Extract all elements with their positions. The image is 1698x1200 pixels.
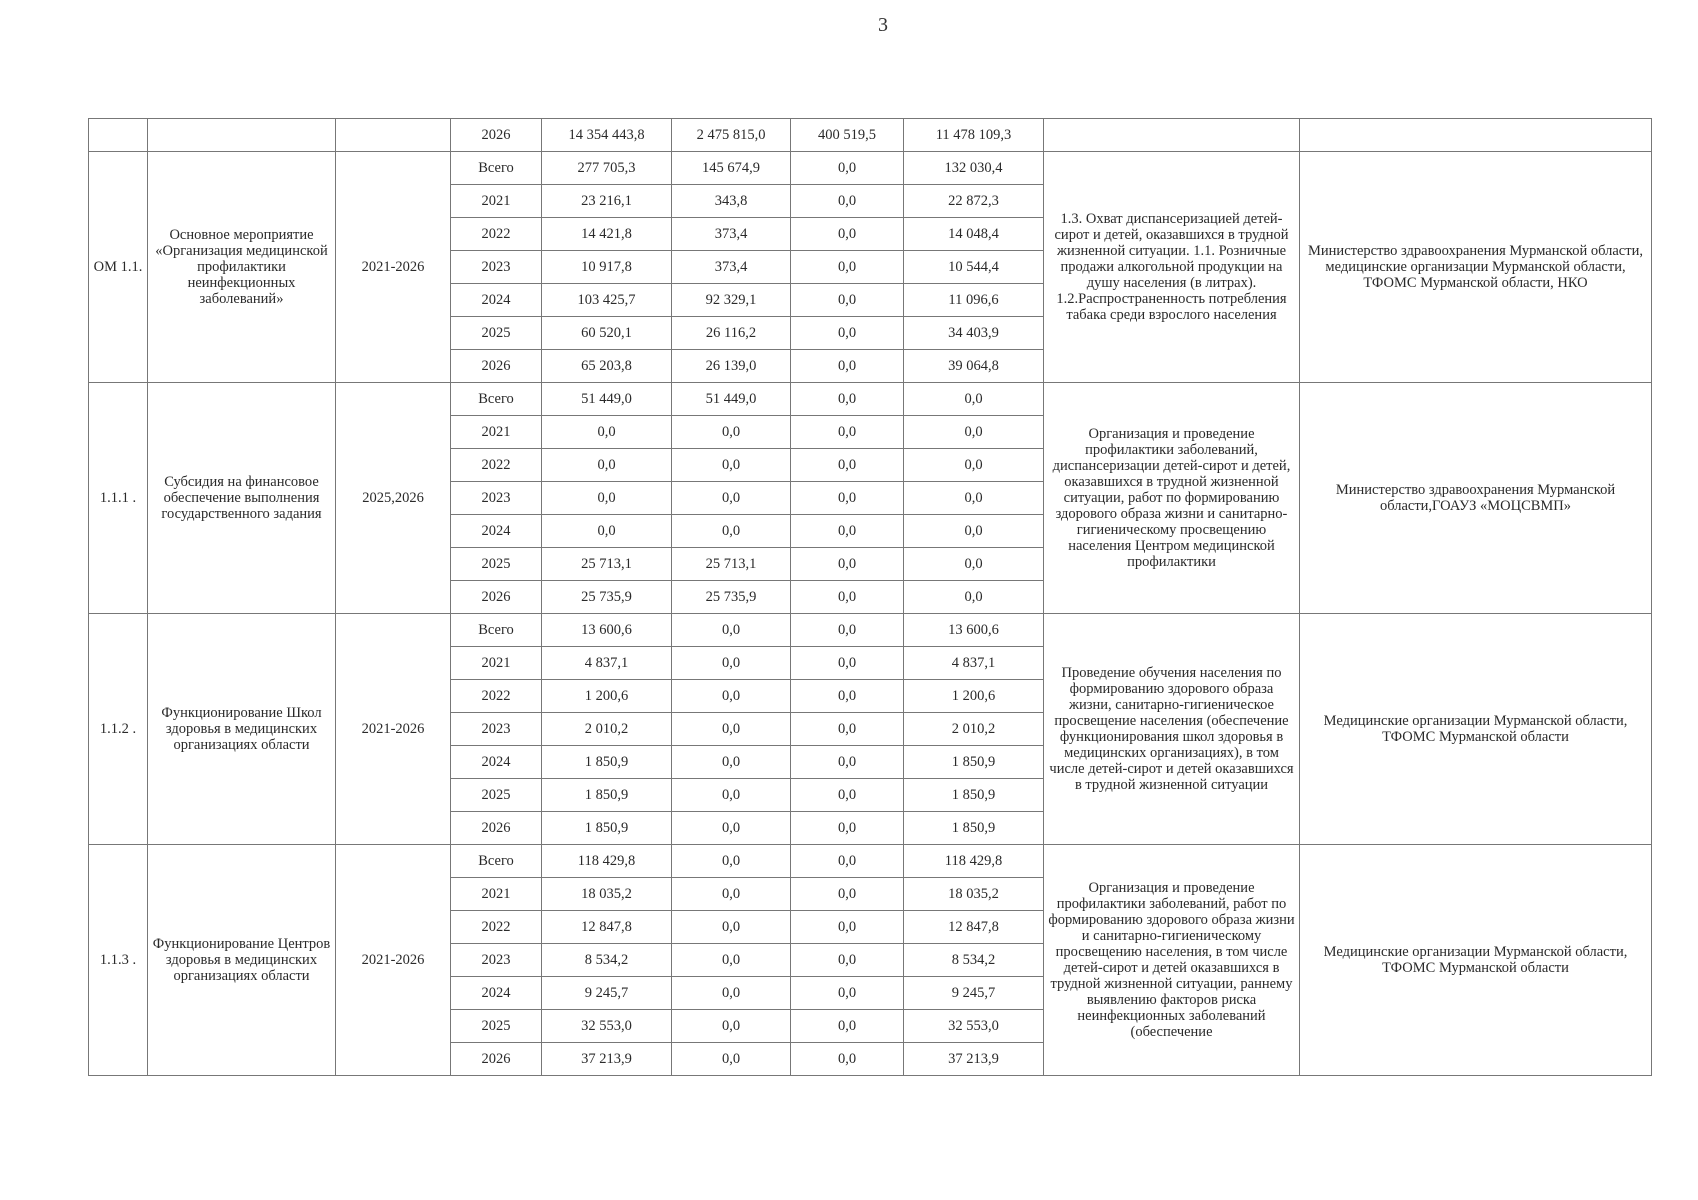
year-cell: 2024: [451, 746, 542, 779]
value-regional-cell: 51 449,0: [672, 383, 791, 416]
value-total-cell: 8 534,2: [542, 944, 672, 977]
value-regional-cell: 0,0: [672, 1010, 791, 1043]
value-total-cell: 277 705,3: [542, 152, 672, 185]
value-other-cell: 22 872,3: [904, 185, 1044, 218]
value-total-cell: 23 216,1: [542, 185, 672, 218]
year-cell: Всего: [451, 383, 542, 416]
value-federal-cell: 0,0: [791, 350, 904, 383]
value-total-cell: 13 600,6: [542, 614, 672, 647]
expected-result-cell: Проведение обучения населения по формированию здорового образа жизни, санитарно-гигиеническое просвещение населения (обеспечение функционирования школ здоровья в медицинских организациях), в том числе детей-сирот и детей оказавшихся в трудной жизненной ситуации: [1044, 614, 1300, 845]
value-total-cell: 65 203,8: [542, 350, 672, 383]
item-number-cell: ОМ 1.1.: [89, 152, 148, 383]
value-federal-cell: 0,0: [791, 1010, 904, 1043]
value-federal-cell: 0,0: [791, 779, 904, 812]
value-regional-cell: 0,0: [672, 977, 791, 1010]
value-other-cell: 0,0: [904, 383, 1044, 416]
page-number: 3: [878, 14, 888, 36]
value-other-cell: 0,0: [904, 581, 1044, 614]
value-regional-cell: 0,0: [672, 680, 791, 713]
value-total-cell: 0,0: [542, 416, 672, 449]
period-cell: 2025,2026: [336, 383, 451, 614]
value-other-cell: 10 544,4: [904, 251, 1044, 284]
value-regional-cell: 0,0: [672, 614, 791, 647]
value-other-cell: 1 850,9: [904, 812, 1044, 845]
value-regional-cell: 0,0: [672, 746, 791, 779]
table-row: [89, 383, 1652, 416]
year-cell: 2022: [451, 218, 542, 251]
value-total-cell: 10 917,8: [542, 251, 672, 284]
table-row: [89, 119, 1652, 152]
value-federal-cell: 0,0: [791, 746, 904, 779]
year-cell: Всего: [451, 845, 542, 878]
value-total-cell: 60 520,1: [542, 317, 672, 350]
executors-cell: Министерство здравоохранения Мурманской области,ГОАУЗ «МОЦСВМП»: [1300, 383, 1652, 614]
year-cell: Всего: [451, 152, 542, 185]
value-total-cell: 1 200,6: [542, 680, 672, 713]
year-cell: 2021: [451, 416, 542, 449]
value-other-cell: 0,0: [904, 482, 1044, 515]
value-regional-cell: 0,0: [672, 911, 791, 944]
item-number-cell: 1.1.1 .: [89, 383, 148, 614]
value-regional-cell: 0,0: [672, 482, 791, 515]
value-regional-cell: 0,0: [672, 416, 791, 449]
year-cell: 2023: [451, 713, 542, 746]
value-total-cell: 18 035,2: [542, 878, 672, 911]
executors-cell: Медицинские организации Мурманской области, ТФОМС Мурманской области: [1300, 845, 1652, 1076]
value-total-cell: 12 847,8: [542, 911, 672, 944]
value-other-cell: 1 850,9: [904, 746, 1044, 779]
period-cell: 2021-2026: [336, 614, 451, 845]
value-other-cell: 12 847,8: [904, 911, 1044, 944]
empty-cell: [1044, 119, 1300, 152]
value-federal-cell: 0,0: [791, 647, 904, 680]
year-cell: 2025: [451, 1010, 542, 1043]
value-total-cell: 0,0: [542, 482, 672, 515]
year-cell: 2022: [451, 449, 542, 482]
item-name-cell: Субсидия на финансовое обеспечение выполнения государственного задания: [148, 383, 336, 614]
value-other-cell: 0,0: [904, 449, 1044, 482]
value-other-cell: 14 048,4: [904, 218, 1044, 251]
year-cell: 2021: [451, 647, 542, 680]
year-cell: 2026: [451, 350, 542, 383]
empty-cell: [336, 119, 451, 152]
expected-result-cell: Организация и проведение профилактики заболеваний, работ по формированию здорового образа жизни и санитарно-гигиеническому просвещению населения, в том числе детей-сирот и детей оказавшихся в трудной жизненной ситуации, раннему выявлению факторов риска неинфекционных заболеваний (обеспечение: [1044, 845, 1300, 1076]
year-cell: 2023: [451, 251, 542, 284]
value-federal-cell: 0,0: [791, 416, 904, 449]
value-federal-cell: 0,0: [791, 713, 904, 746]
value-other-cell: 11 478 109,3: [904, 119, 1044, 152]
year-cell: 2021: [451, 878, 542, 911]
value-other-cell: 8 534,2: [904, 944, 1044, 977]
empty-cell: [1300, 119, 1652, 152]
value-regional-cell: 25 735,9: [672, 581, 791, 614]
value-federal-cell: 0,0: [791, 977, 904, 1010]
value-regional-cell: 0,0: [672, 449, 791, 482]
item-name-cell: Основное мероприятие «Организация медицинской профилактики неинфекционных заболеваний»: [148, 152, 336, 383]
value-other-cell: 0,0: [904, 548, 1044, 581]
value-federal-cell: 0,0: [791, 218, 904, 251]
executors-cell: Министерство здравоохранения Мурманской области, медицинские организации Мурманской области, ТФОМС Мурманской области, НКО: [1300, 152, 1652, 383]
value-regional-cell: 0,0: [672, 515, 791, 548]
period-cell: 2021-2026: [336, 152, 451, 383]
value-other-cell: 2 010,2: [904, 713, 1044, 746]
year-cell: 2023: [451, 482, 542, 515]
value-federal-cell: 0,0: [791, 581, 904, 614]
value-other-cell: 118 429,8: [904, 845, 1044, 878]
value-total-cell: 0,0: [542, 449, 672, 482]
value-total-cell: 51 449,0: [542, 383, 672, 416]
value-federal-cell: 0,0: [791, 812, 904, 845]
value-total-cell: 14 421,8: [542, 218, 672, 251]
value-total-cell: 1 850,9: [542, 779, 672, 812]
value-federal-cell: 0,0: [791, 284, 904, 317]
value-other-cell: 132 030,4: [904, 152, 1044, 185]
value-other-cell: 1 850,9: [904, 779, 1044, 812]
value-total-cell: 2 010,2: [542, 713, 672, 746]
value-federal-cell: 0,0: [791, 1043, 904, 1076]
year-cell: 2023: [451, 944, 542, 977]
value-other-cell: 39 064,8: [904, 350, 1044, 383]
expected-result-cell: Организация и проведение профилактики заболеваний, диспансеризации детей-сирот и детей, оказавшихся в трудной жизненной ситуации, работ по формированию здорового образа жизни и санитарно-гигиеническому просвещению населения Центром медицинской профилактики: [1044, 383, 1300, 614]
table-row: [89, 845, 1652, 878]
value-total-cell: 103 425,7: [542, 284, 672, 317]
year-cell: 2026: [451, 1043, 542, 1076]
item-number-cell: 1.1.3 .: [89, 845, 148, 1076]
value-regional-cell: 26 139,0: [672, 350, 791, 383]
value-regional-cell: 26 116,2: [672, 317, 791, 350]
value-federal-cell: 0,0: [791, 449, 904, 482]
value-federal-cell: 0,0: [791, 515, 904, 548]
table-row: [89, 614, 1652, 647]
value-other-cell: 4 837,1: [904, 647, 1044, 680]
value-federal-cell: 0,0: [791, 845, 904, 878]
value-total-cell: 25 713,1: [542, 548, 672, 581]
year-cell: 2026: [451, 581, 542, 614]
value-regional-cell: 373,4: [672, 251, 791, 284]
value-regional-cell: 0,0: [672, 878, 791, 911]
value-other-cell: 34 403,9: [904, 317, 1044, 350]
table-row: [89, 152, 1652, 185]
value-federal-cell: 0,0: [791, 614, 904, 647]
period-cell: 2021-2026: [336, 845, 451, 1076]
value-total-cell: 4 837,1: [542, 647, 672, 680]
value-total-cell: 37 213,9: [542, 1043, 672, 1076]
year-cell: 2026: [451, 119, 542, 152]
year-cell: 2022: [451, 680, 542, 713]
value-regional-cell: 373,4: [672, 218, 791, 251]
value-regional-cell: 2 475 815,0: [672, 119, 791, 152]
value-total-cell: 1 850,9: [542, 746, 672, 779]
item-name-cell: Функционирование Центров здоровья в медицинских организациях области: [148, 845, 336, 1076]
value-regional-cell: 25 713,1: [672, 548, 791, 581]
value-regional-cell: 0,0: [672, 779, 791, 812]
year-cell: 2024: [451, 284, 542, 317]
year-cell: 2021: [451, 185, 542, 218]
value-total-cell: 1 850,9: [542, 812, 672, 845]
value-federal-cell: 400 519,5: [791, 119, 904, 152]
value-federal-cell: 0,0: [791, 944, 904, 977]
value-federal-cell: 0,0: [791, 680, 904, 713]
year-cell: 2024: [451, 515, 542, 548]
value-regional-cell: 343,8: [672, 185, 791, 218]
value-regional-cell: 0,0: [672, 845, 791, 878]
year-cell: 2025: [451, 548, 542, 581]
value-total-cell: 14 354 443,8: [542, 119, 672, 152]
value-regional-cell: 0,0: [672, 812, 791, 845]
value-total-cell: 118 429,8: [542, 845, 672, 878]
year-cell: 2025: [451, 779, 542, 812]
year-cell: 2022: [451, 911, 542, 944]
value-federal-cell: 0,0: [791, 251, 904, 284]
value-federal-cell: 0,0: [791, 152, 904, 185]
value-other-cell: 32 553,0: [904, 1010, 1044, 1043]
value-regional-cell: 92 329,1: [672, 284, 791, 317]
value-other-cell: 9 245,7: [904, 977, 1044, 1010]
year-cell: 2024: [451, 977, 542, 1010]
year-cell: 2026: [451, 812, 542, 845]
year-cell: Всего: [451, 614, 542, 647]
value-federal-cell: 0,0: [791, 911, 904, 944]
value-other-cell: 11 096,6: [904, 284, 1044, 317]
value-total-cell: 25 735,9: [542, 581, 672, 614]
value-regional-cell: 0,0: [672, 944, 791, 977]
value-regional-cell: 0,0: [672, 713, 791, 746]
value-federal-cell: 0,0: [791, 317, 904, 350]
item-number-cell: 1.1.2 .: [89, 614, 148, 845]
value-other-cell: 13 600,6: [904, 614, 1044, 647]
value-other-cell: 18 035,2: [904, 878, 1044, 911]
value-other-cell: 1 200,6: [904, 680, 1044, 713]
value-other-cell: 37 213,9: [904, 1043, 1044, 1076]
value-federal-cell: 0,0: [791, 548, 904, 581]
value-regional-cell: 0,0: [672, 1043, 791, 1076]
value-federal-cell: 0,0: [791, 482, 904, 515]
value-total-cell: 0,0: [542, 515, 672, 548]
value-total-cell: 9 245,7: [542, 977, 672, 1010]
value-federal-cell: 0,0: [791, 878, 904, 911]
value-other-cell: 0,0: [904, 515, 1044, 548]
item-name-cell: Функционирование Школ здоровья в медицинских организациях области: [148, 614, 336, 845]
value-federal-cell: 0,0: [791, 383, 904, 416]
executors-cell: Медицинские организации Мурманской области, ТФОМС Мурманской области: [1300, 614, 1652, 845]
empty-cell: [148, 119, 336, 152]
year-cell: 2025: [451, 317, 542, 350]
budget-table: [88, 118, 1652, 1076]
table-body: [89, 152, 1652, 1076]
value-total-cell: 32 553,0: [542, 1010, 672, 1043]
value-federal-cell: 0,0: [791, 185, 904, 218]
empty-cell: [89, 119, 148, 152]
value-other-cell: 0,0: [904, 416, 1044, 449]
value-regional-cell: 145 674,9: [672, 152, 791, 185]
value-regional-cell: 0,0: [672, 647, 791, 680]
expected-result-cell: 1.3. Охват диспансеризацией детей-сирот и детей, оказавшихся в трудной жизненной ситуации. 1.1. Розничные продажи алкогольной продукции на душу населения (в литрах). 1.2.Распространенность потребления табака среди взрослого населения: [1044, 152, 1300, 383]
